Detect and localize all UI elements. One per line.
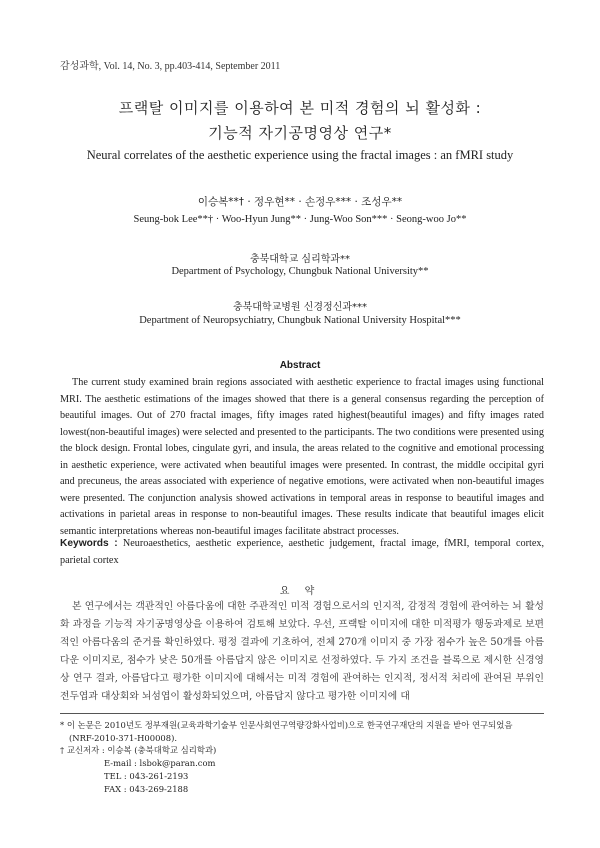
title-korean-line2: 기능적 자기공명영상 연구* xyxy=(208,124,392,142)
abstract-heading: Abstract xyxy=(279,360,321,371)
abstract-body: The current study examined brain regions associated with aesthetic experience to fractal images using functional MRI. The aesthetic estimations of the images showed that there is a general consensus regarding the perception of beautiful images. Out of 270 fractal images, fifty images rated highest(beautiful images) and fifty images rated lowest(non-beautiful images) were selected and presented to the participants. The two conditions were presented using the block design. Frontal lobes, cingulate gyri, and insula, the areas related to the cognitive and emotional processing in aesthetic experience, were activated when beautiful images were presented. In contrast, the middle occipital gyri and precuneus, the areas associated with experience of negative emotions, were activated when non-beautiful images were presented. The conjunction analysis showed activations in temporal areas in response to beautiful images and activations in parietal areas in response to non-beautiful images. These results indicate that beautiful images elicit semantic interpretations whereas non-beautiful images facilitate abstract processes. xyxy=(60,377,544,537)
footnote-email: E-mail : lsbok@paran.com xyxy=(104,758,216,769)
keywords xyxy=(60,536,544,569)
keywords-label: Keywords : xyxy=(60,538,118,549)
title-english: Neural correlates of the aesthetic experience using the fractal images : an fMRI study xyxy=(86,148,514,162)
footnote-fax: FAX : 043-269-2188 xyxy=(104,783,189,794)
journal-citation: 감성과학, Vol. 14, No. 3, pp.403-414, September 2011 xyxy=(60,61,281,72)
affiliation-1-english: Department of Psychology, Chungbuk National University** xyxy=(171,266,429,277)
summary-body: 본 연구에서는 객관적인 아름다움에 대한 주관적인 미적 경험으로서의 인지적, 감정적 경험에 관여하는 뇌 활성화 과정을 기능적 자기공명영상을 이용하여 검토해 보았다. 우선, 프랙탈 이미지에 대한 미적평가 행동과제로 보편적인 아름다움의 준거를 확인하였다. 평정 결과에 기초하여, 전체 270개 이미지 중 가장 점수가 높은 50개를 아름다운 이미지로, 점수가 낮은 50개를 아름답지 않은 이미지로 선정하였다. 두 가지 조건을 블록으로 제시한 신경영상 연구 결과, 아름답다고 평가한 이미지에 대해서는 미적 경험에 관여하는 인지적, 정서적 처리에 관여된 부위인 전두엽과 대상회와 뇌섬엽이 활성화되었으며, 아름답지 않다고 평가한 이미지에 대 xyxy=(60,601,544,702)
footnotes xyxy=(60,713,544,795)
footnote-funding-line1: * 이 논문은 2010년도 정부재원(교육과학기술부 인문사회연구역량강화사업비)으로 한국연구재단의 지원을 받아 연구되었음 xyxy=(60,720,513,730)
affiliation-2-english: Department of Neuropsychiatry, Chungbuk National University Hospital*** xyxy=(139,315,461,326)
summary-heading: 요 약 xyxy=(279,586,321,597)
authors-korean: 이승복**† · 정우현** · 손정우*** · 조성우** xyxy=(197,196,403,208)
affiliation-2-korean: 충북대학교병원 신경정신과*** xyxy=(232,302,368,313)
keywords-list: Neuroaesthetics, aesthetic experience, aesthetic judgement, fractal image, fMRI, temporal cortex, parietal cortex xyxy=(60,538,545,566)
footnote-tel: TEL : 043-261-2193 xyxy=(104,770,189,781)
affiliation-1-korean: 충북대학교 심리학과** xyxy=(249,254,351,265)
title-korean-line1: 프랙탈 이미지를 이용하여 본 미적 경험의 뇌 활성화 : xyxy=(118,99,482,117)
footnote-funding-line2: (NRF-2010-371-H00008). xyxy=(69,732,177,743)
footnote-corresponding-author: † 교신저자 : 이승복 (충북대학교 심리학과) xyxy=(60,745,217,756)
authors-english: Seung-bok Lee**† · Woo-Hyun Jung** · Jung-Woo Son*** · Seong-woo Jo** xyxy=(133,214,467,225)
